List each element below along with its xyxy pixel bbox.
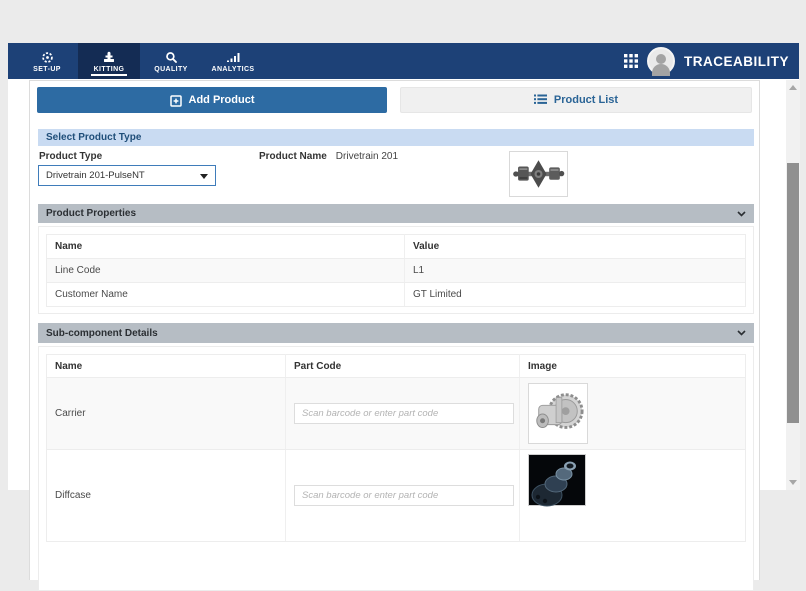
table-row-carrier: [47, 378, 746, 450]
apps-grid-icon[interactable]: [624, 54, 638, 68]
col-header-name: Name: [47, 355, 286, 378]
table-header-row: [47, 355, 746, 378]
sub-component-table: [46, 354, 746, 542]
product-properties-table: [46, 234, 746, 307]
part-code-cell: [286, 378, 520, 450]
nav-tabs: [16, 43, 264, 79]
property-name: Customer Name: [47, 283, 405, 307]
app-window: [8, 43, 799, 501]
col-header-part-code: Part Code: [286, 355, 520, 378]
chevron-down-icon: [200, 174, 208, 179]
table-row: [47, 259, 746, 283]
product-properties-header[interactable]: [38, 204, 754, 223]
add-product-button[interactable]: [37, 87, 387, 113]
tab-label: SET-UP: [33, 66, 61, 73]
main-content-panel: [29, 80, 760, 580]
product-name-label: Product Name: [259, 151, 327, 162]
avatar-body-icon: [652, 64, 670, 76]
chevron-down-icon: [737, 330, 746, 336]
product-name-value: Drivetrain 201: [335, 151, 399, 162]
select-product-type-header: Select Product Type: [38, 129, 754, 146]
product-properties-panel: [38, 226, 754, 314]
vertical-scrollbar[interactable]: [786, 80, 800, 490]
drivetrain-image: [511, 154, 566, 194]
property-name: Line Code: [47, 259, 405, 283]
product-name-row: [259, 151, 398, 162]
kitting-icon: [102, 51, 116, 64]
image-cell: [520, 378, 746, 450]
tab-label: ANALYTICS: [211, 66, 255, 73]
analytics-icon: [226, 51, 240, 64]
product-type-label: Product Type: [39, 151, 103, 162]
avatar-head-icon: [656, 54, 666, 64]
product-type-selected-value: Drivetrain 201-PulseNT: [46, 170, 145, 181]
diffcase-part-code-input[interactable]: [294, 485, 514, 506]
tab-setup[interactable]: [16, 43, 78, 79]
table-header-row: [47, 235, 746, 259]
part-code-cell: [286, 450, 520, 542]
gear-icon: [41, 51, 54, 64]
image-cell: [520, 450, 746, 542]
scroll-down-arrow-icon[interactable]: [789, 480, 797, 485]
mode-buttons-row: [37, 87, 752, 113]
tab-label: QUALITY: [154, 66, 188, 73]
add-product-icon: [170, 94, 182, 107]
table-row: [47, 283, 746, 307]
diffcase-image: [528, 454, 586, 506]
sub-component-name: Diffcase: [47, 450, 286, 542]
sub-component-panel: [38, 346, 754, 591]
tab-analytics[interactable]: [202, 43, 264, 79]
tab-kitting[interactable]: [78, 43, 140, 79]
product-list-label: Product List: [553, 94, 619, 106]
product-image: [509, 151, 568, 197]
carrier-image: [528, 383, 588, 444]
carrier-part-code-input[interactable]: [294, 403, 514, 424]
property-value: GT Limited: [405, 283, 746, 307]
chevron-down-icon: [737, 211, 746, 217]
product-list-icon: [534, 94, 547, 106]
sub-component-details-title: Sub-component Details: [46, 327, 158, 339]
product-type-select[interactable]: [38, 165, 216, 186]
diffcase-part-image: [529, 455, 585, 505]
active-tab-underline: [91, 74, 127, 76]
scrollbar-thumb[interactable]: [787, 163, 799, 423]
col-header-name: Name: [47, 235, 405, 259]
app-title: TRACEABILITY: [684, 53, 789, 69]
search-icon: [165, 51, 178, 64]
property-value: L1: [405, 259, 746, 283]
product-list-button[interactable]: [400, 87, 752, 113]
product-properties-title: Product Properties: [46, 208, 137, 219]
navbar-right: [624, 43, 789, 79]
add-product-label: Add Product: [188, 94, 255, 106]
carrier-part-image: [531, 386, 585, 441]
table-row-diffcase: [47, 450, 746, 542]
col-header-image: Image: [520, 355, 746, 378]
top-navbar: [8, 43, 799, 79]
col-header-value: Value: [405, 235, 746, 259]
user-avatar[interactable]: [647, 47, 675, 75]
tab-quality[interactable]: [140, 43, 202, 79]
sub-component-name: Carrier: [47, 378, 286, 450]
sub-component-details-header[interactable]: [38, 323, 754, 343]
scroll-up-arrow-icon[interactable]: [789, 85, 797, 90]
tab-label: KITTING: [93, 66, 125, 73]
